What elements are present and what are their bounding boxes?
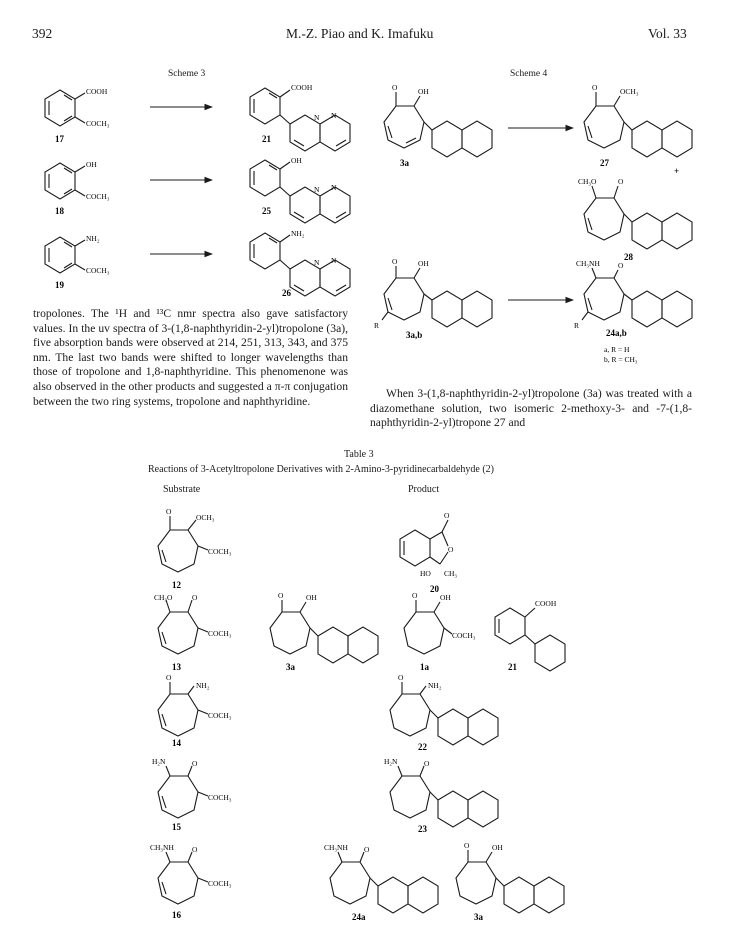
col-header-substrate: Substrate <box>163 484 201 495</box>
table3-structures <box>130 500 600 930</box>
coch3-label: COCH₃ <box>208 629 232 638</box>
compound-label-17: 17 <box>55 134 64 144</box>
substrate-structure-16 <box>158 852 208 904</box>
plus-sign: + <box>674 166 680 176</box>
n-atom: N <box>331 111 337 120</box>
left-paragraph: tropolones. The ¹H and ¹³C nmr spectra also gave satisfactory values. In the uv spectra of 3-(1,8-naphthyridin-2-yl)tropolone (3a), five absorption bands were observed at 214, 251, 313, 343, and 375 nm. The last two bands were shifted to longer wavelengths than those of tropolone and 1,8-naphthyridine. This phenomenone was also observed in the other products and suggested a π-π conjugation between the two ring systems, tropolone and naphthyridine. <box>33 307 348 408</box>
o-label: O <box>278 591 284 600</box>
ch3nh-label: CH₃NH <box>150 843 174 852</box>
och3-label: OCH₃ <box>620 87 639 96</box>
legend-b: b, R = CH₃ <box>604 355 638 364</box>
product-structure-3a <box>456 850 564 913</box>
sub-bottom-18: COCH₃ <box>86 192 110 201</box>
legend-a: a, R = H <box>604 345 630 354</box>
product-structure-23 <box>390 766 498 827</box>
sub-bottom-19: COCH₃ <box>86 266 110 275</box>
o-label: O <box>192 759 198 768</box>
right-paragraph: When 3-(1,8-naphthyridin-2-yl)tropolone (3a) was treated with a diazomethane solution, two isomeric 2-methoxy-3- and -7-(1,8-naphthyridin-2-yl)tropone 27 and <box>370 387 692 430</box>
r-label: R <box>574 321 580 330</box>
product-structure-21 <box>495 608 565 671</box>
substrate-label-12: 12 <box>172 580 181 590</box>
och3-label: OCH₃ <box>196 513 215 522</box>
sub-top-18: OH <box>86 160 97 169</box>
o-label: O <box>464 841 470 850</box>
product-structure-28 <box>584 186 692 249</box>
coch3-label: COCH₃ <box>208 711 232 720</box>
oh-label: OH <box>440 593 451 602</box>
o-label: O <box>166 507 172 516</box>
coch3-label: COCH₃ <box>208 879 232 888</box>
coch3-label: COCH₃ <box>452 631 476 640</box>
product-label-22: 22 <box>418 742 427 752</box>
compound-label-19: 19 <box>55 280 64 290</box>
o-label: O <box>192 845 198 854</box>
scheme4-figure <box>368 78 713 368</box>
table-title: Table 3 <box>344 449 374 460</box>
substrate-label-13: 13 <box>172 662 181 672</box>
compound-label-26: 26 <box>282 288 291 298</box>
h2n-label: H₂N <box>384 757 398 766</box>
o-label: O <box>618 177 624 186</box>
product-structure-22 <box>390 682 498 745</box>
cooh-label: COOH <box>535 599 557 608</box>
oh-label: OH <box>306 593 317 602</box>
product-label-3a: 3a <box>286 662 295 672</box>
n-atom: N <box>314 113 320 122</box>
prod-sub-26: NH₂ <box>291 229 305 238</box>
product-structure-24ab <box>582 268 692 327</box>
o-label: O <box>444 511 450 520</box>
oh-label: OH <box>418 87 429 96</box>
o-label: O <box>424 759 430 768</box>
product-label-23: 23 <box>418 824 427 834</box>
compound-label-3ab: 3a,b <box>406 330 423 340</box>
prod-sub-21: COOH <box>291 83 313 92</box>
n-atom: N <box>314 185 320 194</box>
sub-bottom-17: COCH₃ <box>86 119 110 128</box>
benzene-ring-19 <box>45 237 85 273</box>
nh2-label: NH₂ <box>196 681 210 690</box>
scheme3-title: Scheme 3 <box>168 69 206 79</box>
o-label: O <box>166 673 172 682</box>
product-label-3a: 3a <box>474 912 483 922</box>
substrate-structure-14 <box>158 682 208 736</box>
compound-label-28: 28 <box>624 252 633 262</box>
tropolone-ring-3a <box>384 92 492 157</box>
h2n-label: H₂N <box>152 757 166 766</box>
substrate-label-15: 15 <box>172 822 181 832</box>
col-header-product: Product <box>408 484 440 495</box>
o-label: O <box>392 257 398 266</box>
compound-label-21: 21 <box>262 134 271 144</box>
ch3-label: CH₃ <box>444 569 458 578</box>
n-atom: N <box>314 258 320 267</box>
nh2-label: NH₂ <box>428 681 442 690</box>
product-label-24a: 24a <box>352 912 366 922</box>
o-label: O <box>618 261 624 270</box>
compound-label-27: 27 <box>600 158 609 168</box>
ho-label: HO <box>420 569 431 578</box>
volume-label: Vol. 33 <box>648 26 687 41</box>
coch3-label: COCH₃ <box>208 793 232 802</box>
compound-label-25: 25 <box>262 206 271 216</box>
ch3nh-label: CH₃NH <box>576 259 600 268</box>
substrate-structure-15 <box>158 766 208 818</box>
scheme3-figure <box>20 80 370 300</box>
substrate-label-14: 14 <box>172 738 181 748</box>
running-authors: M.-Z. Piao and K. Imafuku <box>286 26 434 41</box>
oh-label: OH <box>492 843 503 852</box>
r-label: R <box>374 321 380 330</box>
compound-label-24ab: 24a,b <box>606 328 627 338</box>
tropolone-ring-3ab <box>382 266 492 327</box>
substrate-structure-12 <box>158 516 208 572</box>
n-atom: N <box>331 183 337 192</box>
product-structure-3a <box>270 600 378 663</box>
ch3nh-label: CH₃NH <box>324 843 348 852</box>
product-structure-27 <box>584 92 692 157</box>
substrate-label-16: 16 <box>172 910 181 920</box>
product-label-1a: 1a <box>420 662 429 672</box>
product-label-21: 21 <box>508 662 517 672</box>
scheme4-title: Scheme 4 <box>510 69 548 79</box>
compound-label-3a: 3a <box>400 158 409 168</box>
product-structure-20 <box>400 520 448 566</box>
oh-label: OH <box>418 259 429 268</box>
substrate-structure-13 <box>158 600 208 654</box>
table-caption: Reactions of 3-Acetyltropolone Derivatives with 2-Amino-3-pyridinecarbaldehyde (2) <box>148 464 495 475</box>
o-label: O <box>592 83 598 92</box>
ch3o-label: CH₃O <box>578 177 597 186</box>
product-structure-24a <box>330 852 438 913</box>
o-label: O <box>364 845 370 854</box>
o-label: O <box>192 593 198 602</box>
sub-top-19: NH₂ <box>86 234 100 243</box>
product-structure-1a <box>404 600 452 654</box>
o-label: O <box>448 545 454 554</box>
n-atom: N <box>331 256 337 265</box>
o-label: O <box>392 83 398 92</box>
o-label: O <box>412 591 418 600</box>
benzene-ring-18 <box>45 163 85 199</box>
compound-label-18: 18 <box>55 206 64 216</box>
product-label-20: 20 <box>430 584 439 594</box>
coch3-label: COCH₃ <box>208 547 232 556</box>
o-label: O <box>398 673 404 682</box>
page-number: 392 <box>32 26 53 41</box>
benzene-ring-17 <box>45 90 85 126</box>
prod-sub-25: OH <box>291 156 302 165</box>
sub-top-17: COOH <box>86 87 108 96</box>
ch3o-label: CH₃O <box>154 593 173 602</box>
